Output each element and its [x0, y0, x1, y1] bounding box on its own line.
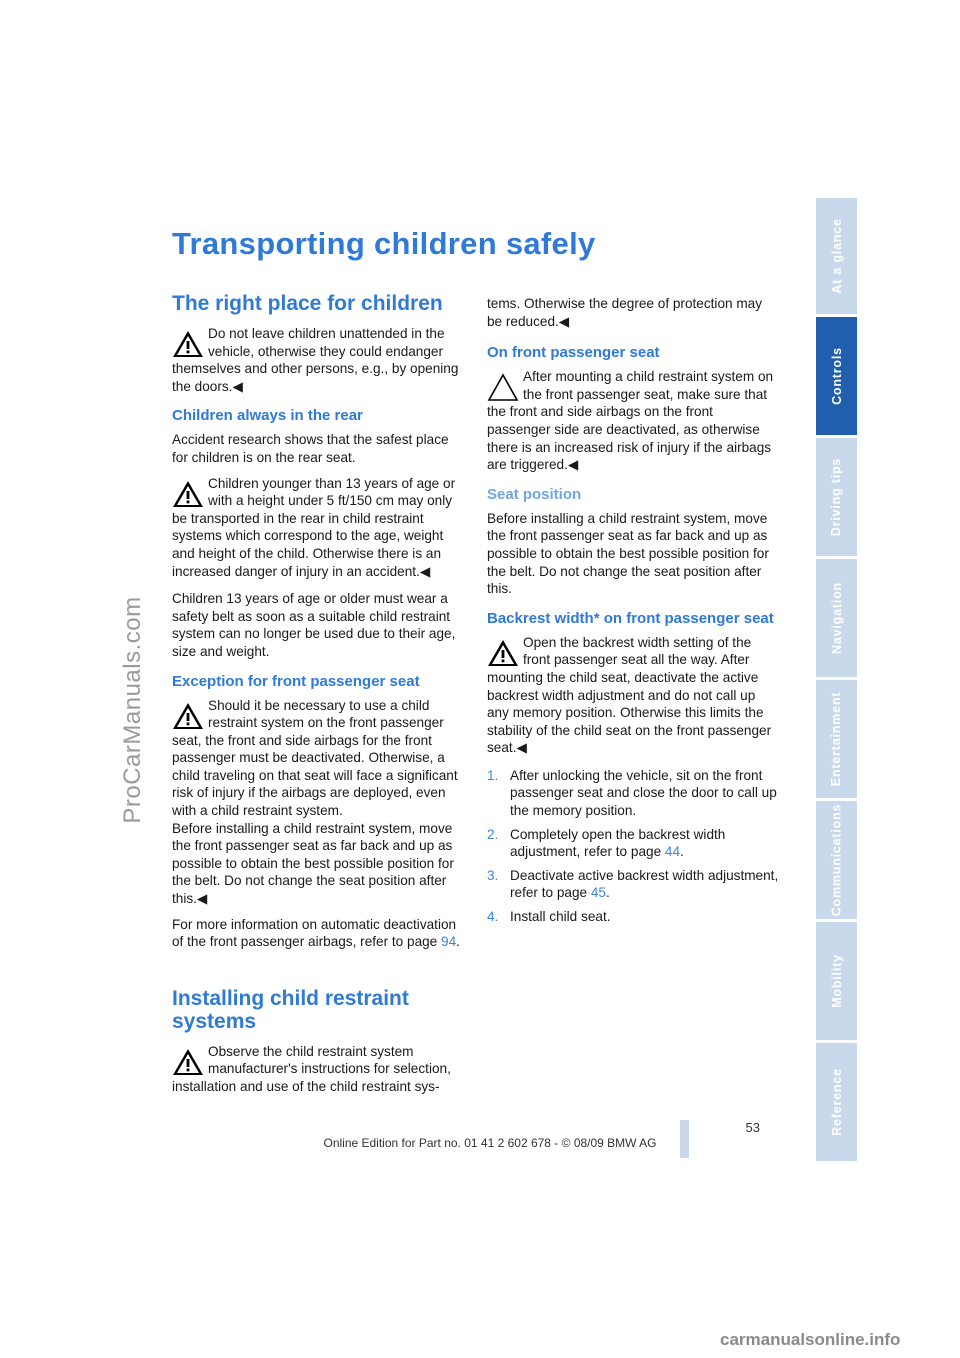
footer-edition: Online Edition for Part no. 01 41 2 602 678 - © 08/09 BMW AG — [323, 1136, 657, 1150]
warning-note — [487, 634, 779, 757]
watermark — [108, 560, 158, 860]
paragraph-more-info: For more information on automatic deactivation of the front passenger airbags, refer to page 94. — [172, 916, 460, 950]
tab-mobility[interactable]: Mobility — [816, 922, 857, 1040]
left-column — [172, 292, 464, 1106]
warning-triangle-icon — [172, 1047, 204, 1077]
page-link[interactable]: 94 — [441, 934, 457, 950]
page-marker — [680, 1120, 689, 1158]
tab-reference[interactable]: Reference — [816, 1043, 857, 1161]
warning-text: Children younger than 13 years of age or with a height under 5 ft/150 cm may only be transported in the rear in child restraint systems which correspond to the age, weight and height of the child. Otherwise there is an increased danger of injury in an accident.◀ — [172, 475, 456, 579]
section-heading-right-place: The right place for children — [172, 292, 443, 315]
list-item: 3. Deactivate active backrest width adjustment, refer to page 45. — [487, 867, 779, 901]
note — [487, 368, 779, 474]
note-text: After mounting a child restraint system on the front passenger seat, make sure that the front and side airbags on the front passenger side are deactivated, as otherwise there is an increased risk of injury if the airbags are triggered.◀ — [487, 369, 774, 473]
paragraph-continued: tems. Otherwise the degree of protection may be reduced.◀ — [487, 296, 763, 329]
warning-note — [172, 325, 464, 395]
paragraph-accident: Accident research shows that the safest place for children is on the rear seat. — [172, 432, 449, 465]
note-triangle-icon — [487, 372, 519, 402]
subheading-exception: Exception for front passenger seat — [172, 672, 420, 690]
steps-list — [487, 767, 779, 926]
subheading-seat-position: Seat position — [487, 485, 582, 503]
warning-text: Should it be necessary to use a child restraint system on the front passenger seat, the front and side airbags for the front passenger must be deactivated. Otherwise, a child traveling on that seat will face a significant risk of injury if the airbags are deployed, even with a child restraint system. — [172, 697, 458, 819]
subheading-front-seat: On front passenger seat — [487, 344, 660, 362]
warning-triangle-icon — [172, 329, 204, 359]
warning-text-continued: Before installing a child restraint system, move the front passenger seat as far back and up as possible to obtain the best possible position for the belt. Do not change the seat position after this.◀ — [172, 820, 454, 907]
warning-triangle-icon — [487, 638, 519, 668]
paragraph-seat-position: Before installing a child restraint system, move the front passenger seat as far back and up as possible to obtain the best possible position for the belt. Do not change the seat position after this. — [487, 510, 769, 597]
list-item: 1. After unlocking the vehicle, sit on the front passenger seat and close the door to call up the memory position. — [487, 767, 777, 819]
warning-triangle-icon — [172, 479, 204, 509]
list-item: 4. Install child seat. — [487, 909, 611, 925]
page-link[interactable]: 45 — [590, 885, 606, 901]
watermark-text: ProCarManuals.com — [119, 596, 146, 824]
tab-entertainment[interactable]: Entertainment — [816, 680, 857, 798]
warning-note — [172, 1043, 464, 1096]
page-link[interactable]: 44 — [664, 844, 681, 860]
warning-text: Do not leave children unattended in the vehicle, otherwise they could endanger themselves and other persons, e.g., by opening the doors.◀ — [172, 326, 459, 394]
page-title: Transporting children safely — [172, 226, 596, 261]
warning-text: Open the backrest width setting of the front passenger seat all the way. After mounting the child seat, deactivate the active backrest width adjustment and do not call up any memory position. Otherwise this limits the stability of the child seat on the front passenger seat.◀ — [487, 634, 772, 756]
subheading-backrest: Backrest width* on front passenger seat — [487, 609, 774, 627]
subheading-children-rear: Children always in the rear — [172, 407, 363, 425]
warning-note — [172, 697, 464, 908]
warning-triangle-icon — [172, 701, 204, 731]
right-column — [487, 295, 779, 932]
warning-note — [172, 475, 464, 581]
chapter-tabs — [816, 198, 857, 1161]
paragraph-13-years: Children 13 years of age or older must wear a safety belt as soon as a suitable child restraint system can no longer be used due to their age, size and weight. — [172, 591, 456, 659]
section-heading-installing: Installing child restraint systems — [172, 986, 409, 1033]
list-item: 2. Completely open the backrest width adjustment, refer to page 44. — [487, 826, 726, 860]
page-number: 53 — [745, 1120, 760, 1135]
tab-driving-tips[interactable]: Driving tips — [816, 438, 857, 556]
site-logo: carmanualsonline.info — [720, 1330, 901, 1349]
tab-at-a-glance[interactable]: At a glance — [816, 198, 857, 314]
warning-text: Observe the child restraint system manufacturer's instructions for selection, installation and use of the child restraint sys- — [172, 1043, 451, 1094]
tab-navigation[interactable]: Navigation — [816, 559, 857, 677]
tab-communications[interactable]: Communications — [816, 801, 857, 919]
tab-controls[interactable]: Controls — [816, 317, 857, 435]
